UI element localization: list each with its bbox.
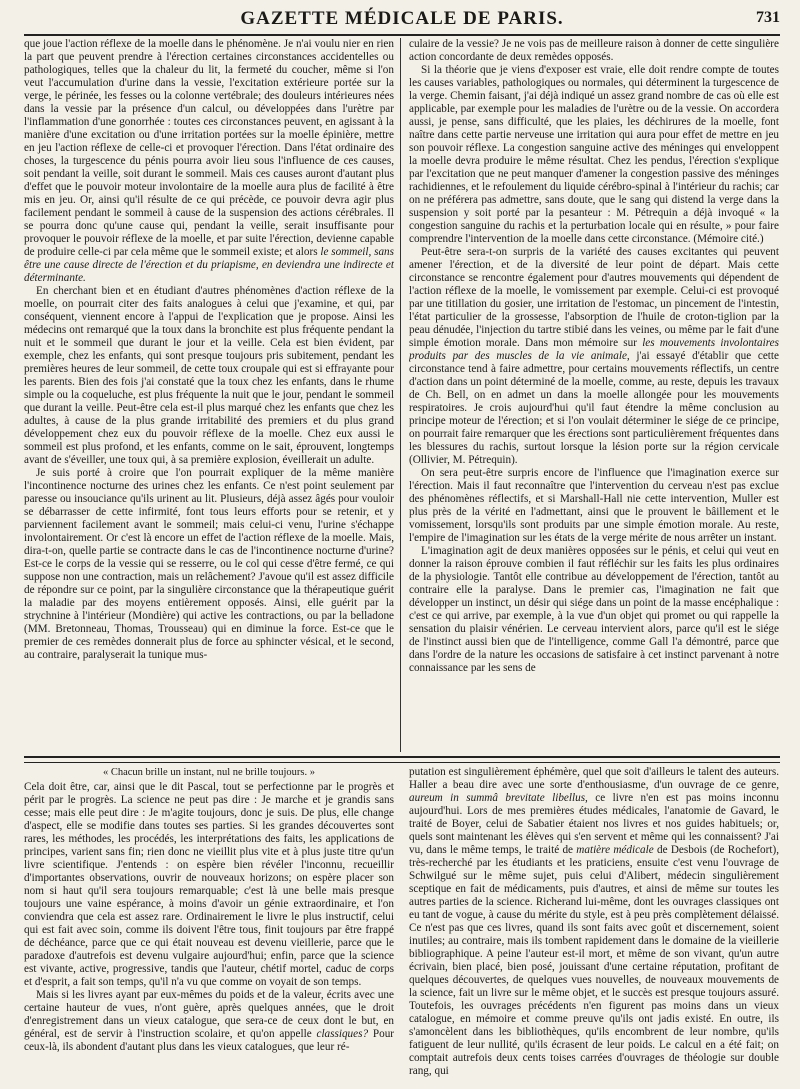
emphasis: aureum in summâ brevitate libellus, <box>409 792 588 804</box>
paragraph: Si la théorie que je viens d'exposer est vraie, elle doit rendre compte de toutes les causes variables, pathologiques ou normales, qui déterminent la turgescence de la verge. Chemin faisant, j'ai déjà indiqué un assez grand nombre de cas où elle est applicable, par exemple pour les maladies de l'urètre ou de la vessie. On accordera aussi, je pense, sans difficulté, que les plaies, les déchirures de la moelle, font naître dans cette partie nerveuse une irritation qui aura pour effet de mettre en jeu son pouvoir réflexe. La congestion sanguine active des méninges qui enveloppent la moelle devra produire le même résultat. Chez les pendus, l'érection s'explique par l'excitation que ne peut manquer d'amener la congestion passive des méninges rachidiennes, et le refoulement du liquide cérébro-spinal à l'intérieur du rachis; car on ne préférera pas admettre, sans doute, que le sang qui distend la verge dans la suspension y soit porté par la pesanteur : M. Pétrequin a déjà invoqué « la congestion sanguine du rachis et la perturbation locale qui en résulte, » pour faire comprendre l'intervention de la moelle dans cette circonstance. (Mémoire cité.) <box>409 64 779 245</box>
paragraph: Mais si les livres ayant par eux-mêmes du poids et de la valeur, écrits avec une certaine hauteur de vues, n'ont guère, après quelques années, que le droit d'enregistrement dans un vieux catalogue, que sera-ce de ceux dont le but, en général, est de servir à l'instruction scolaire, et qu'on appelle classiques? Pour ceux-là, ils abondent d'autant plus dans les vieux catalogues, que leur ré- <box>24 989 394 1053</box>
column-divider <box>400 38 401 752</box>
paragraph: L'imagination agit de deux manières opposées sur le pénis, et celui qui veut en donner la raison éprouve combien il faut réfléchir sur les faits les plus ordinaires de la physiologie. Tantôt elle contribue au développement de l'érection, tantôt au contraire elle la paralyse. Dans le premier cas, l'imagination ne fait que développer un instinct, un désir qui siége dans un point de la masse encéphalique : c'est ce qui arrive, par exemple, à la vue d'un objet qui promet ou qui rappelle la sensation du plaisir vénérien. Le cerveau intervient alors, parce qu'il est le siége de l'instinct aussi bien que de l'intelligence, comme Gall l'a démontré, parce que dans l'ordre de la nature les occasions de satisfaire à cet instinct parvenant à notre connaissance par les sens de <box>409 545 779 674</box>
journal-title: GAZETTE MÉDICALE DE PARIS. <box>240 8 564 29</box>
feuilleton-separator <box>24 756 780 763</box>
emphasis: classiques? <box>316 1028 369 1040</box>
motto: « Chacun brille un instant, nul ne brille toujours. » <box>102 767 315 778</box>
emphasis: les mouvements involontaires produits par des muscles de la vie animale, <box>409 337 779 362</box>
emphasis: le sommeil, sans être une cause directe de l'érection et du priapisme, en deviendra une indirecte et déterminante. <box>24 246 394 284</box>
emphasis: matière médicale <box>576 844 654 856</box>
paragraph: que joue l'action réflexe de la moelle dans le phénomène. Je n'ai voulu nier en rien la part que peuvent prendre à l'érection certaines circonstances accidentelles ou pathologiques, telles que la chaleur du lit, la fermeté du coucher, même si l'on veut l'accumulation d'urine dans la vessie, l'excitation extérieure portée sur la verge, le périnée, les fesses ou la colonne vertébrale; des douleurs intérieures nées dans la vessie par la présence d'un calcul, ou développées dans l'urètre par l'inflammation d'une gonorrhée : toutes ces circonstances peuvent, en agissant à la manière d'une excitation ou d'une irritation portées sur la moelle épinière, mettre en jeu l'action réflexe de celle-ci et provoquer l'érection. Dans l'état ordinaire des choses, la turgescence du pénis pourra avoir lieu sous l'influence de ces causes, soit pendant la veille, soit durant le sommeil. Mais ces causes auront d'autant plus d'effet que le pouvoir moteur involontaire de la moelle aura plus de facilité à être mis en jeu. Or, ainsi qu'il résulte de ce qui précède, ce pouvoir devra agir plus facilement pendant le sommeil à cause de la suspension des actions cérébrales. Il se pourra donc qu'une cause qui, pendant la veille, serait insuffisante pour provoquer le pouvoir réflexe de la moelle, et par suite l'érection, devienne capable de produire celle-ci par cela même que le sommeil existe; et alors le sommeil, sans être une cause directe de l'érection et du priapisme, en deviendra une indirecte et déterminante. <box>24 38 394 284</box>
feuilleton-left-column <box>24 766 394 1086</box>
page-header <box>24 6 780 36</box>
paragraph: culaire de la vessie? Je ne vois pas de meilleure raison à donner de cette singulière action concordante de deux remèdes opposés. <box>409 38 779 63</box>
paragraph: En cherchant bien et en étudiant d'autres phénomènes d'action réflexe de la moelle, on pourrait citer des faits analogues à celui que j'examine, et qui, par conséquent, viennent encore à l'appui de l'explication que je propose. Ainsi les médecins ont remarqué que la toux dans la bronchite est plus fréquente pendant la nuit et le sommeil que durant le jour et la veille. Cela est bien évident, par exemple, chez les enfants, qui sont presque toujours pris subitement, pendant les premières heures de leur sommeil, de cette toux croupale qui est si effrayante pour les parents. Bien des fois j'ai constaté que la toux chez les enfants, dans le rhume simple ou la coqueluche, est plus fréquente la nuit que le jour, pendant le sommeil que durant la veille. Peut-être cela est-il plus marqué chez les enfants que chez les adultes, à cause de la plus grande irritabilité des premiers et du plus grand développement chez eux du pouvoir réflexe de la moelle. Chez eux aussi le sommeil est plus profond, et les enfants, comme on le sait, éprouvent, longtemps avant de s'éveiller, une toux qui, à sa première explosion, éveillerait un adulte. <box>24 285 394 466</box>
article-left-column <box>24 38 394 752</box>
paragraph: Cela doit être, car, ainsi que le dit Pascal, tout se perfectionne par le progrès et périt par le progrès. La science ne peut pas dire : Je marche et je grandis sans cesse; mais elle peut dire : Je m'agite toujours, donc je suis. De plus, elle change d'aspect, elle se modifie dans toutes ses parties. Si les grandes découvertes sont rares, les méthodes, les procédés, les interprétations des faits, les applications de principes, varient sans fin; rien donc ne vieillit plus vite et à plus juste titre qu'un livre scientifique. J'entends : on espère bien révéler l'inconnu, recueillir d'importantes observations, ouvrir de nouveaux horizons; on espère placer son nom si haut qu'il sera toujours remarquable; c'est là une belle mais presque toujours une vaine espérance, à moins d'avoir un génie extraordinaire, et l'on conviendra que cela est assez rare. Ordinairement le livre le plus instructif, celui qui est fait avec soin, comme ils doivent l'être tous, finit toujours par être frappé de déchéance, parce que ce qui était nouveau est devenu vieillerie, parce que le paradoxe d'autrefois est devenu vulgaire aujourd'hui; enfin, parce que la science est vivante, active, progressive, tandis que l'auteur, chétif mortel, caduc de corps et d'esprit, a fait son temps, qu'il n'a vu que comme on voyait de son temps. <box>24 781 394 988</box>
article-right-column <box>409 38 779 752</box>
paragraph: On sera peut-être surpris encore de l'influence que l'imagination exerce sur l'érection. Mais il faut reconnaître que l'intervention du cerveau n'est pas exclue des phénomènes réflectifs, et si Marshall-Hall nie cette intervention, Muller est plus près de la vérité en l'admettant, ainsi que le prouvent le bâillement et le vomissement, lorsqu'ils sont produits par une simple émotion morale. Au reste, l'empire de l'imagination sur les états de la verge mérite de nous arrêter un instant. <box>409 467 779 544</box>
paragraph: Je suis porté à croire que l'on pourrait expliquer de la même manière l'incontinence nocturne des urines chez les enfants. Ce n'est point seulement par paresse ou insouciance qu'ils urinent au lit. Plusieurs, déjà assez âgés pour vouloir se débarrasser de cette infirmité, font tous leurs efforts pour se retenir, et y parviennent facilement avant le sommeil; mais celui-ci venu, l'urine s'échappe involontairement. Or c'est là encore un effet de l'action réflexe de la moelle. Mais, dira-t-on, quelle partie se contracte dans le cas de l'incontinence nocturne d'urine? Est-ce le corps de la vessie qui se resserre, ou le col qui cesse d'être fermé, ce qui suppose non une contraction, mais un relâchement? J'avoue qu'il est assez difficile de répondre sur ce point, par la singulière circonstance que la thérapeutique guérit la maladie par des moyens entièrement opposés. Ainsi, elle guérit par la strychnine à l'intérieur (Mondière) qui active les contractions, ou par la belladone (MM. Bretonneau, Thomas, Trousseau) qui en diminue la force. Est-ce que le premier de ces remèdes donnerait plus de force au sphincter vésical, et le second, au contraire, paralyserait la tunique mus- <box>24 467 394 661</box>
page-number: 731 <box>756 9 780 26</box>
paragraph: Peut-être sera-t-on surpris de la variété des causes excitantes qui peuvent amener l'érection, et de la diversité de leur point de départ. Mais cette circonstance se rencontre également pour d'autres mouvements qui dépendent de l'action réflexe de la moelle, le vomissement par exemple. Celui-ci est provoqué par une titillation du gosier, une irritation de l'estomac, un pincement de l'intestin, l'état particulier de la grossesse, l'absorption de l'huile de croton-tiglion par la peau dénudée, l'injection du tartre stibié dans les veines, ou même par le fait d'une simple émotion morale. Dans mon mémoire sur les mouvements involontaires produits par des muscles de la vie animale, j'ai essayé d'établir que cette circonstance tend à faire admettre, pour certains mouvements réflectifs, un centre d'action dans un point déterminé de la moelle, comme, au reste, depuis les travaux de Ch. Bell, on en admet un dans la moelle allongée pour les mouvements respiratoires. Je crois aujourd'hui qu'il faut étendre la même conclusion au principe moteur de l'érection; et si l'on voulait déterminer le siége de ce principe, on pourrait faire remarquer que les érections sont particulièrement fréquentes dans les blessures du rachis, surtout lorsque la lésion porte sur la région cervicale (Ollivier, M. Pétrequin). <box>409 246 779 466</box>
feuilleton-right-column <box>409 766 779 1086</box>
paragraph: putation est singulièrement éphémère, quel que soit d'ailleurs le talent des auteurs. Haller a beau dire avec une sorte d'enthousiasme, d'un ouvrage de ce genre, aureum in summâ brevitate libellus, ce livre n'en est pas moins inconnu aujourd'hui. Lors de mes premières études médicales, l'anatomie de Gavard, le traité de Boyer, celui de Sabatier étaient nos livres et nos guides habituels; or, quels sont maintenant les élèves qui s'en servent et même qui les connaissent? J'ai vu, dans le même temps, le traité de matière médicale de Desbois (de Rochefort), très-recherché par les étudiants et les praticiens, ensuite c'est venu l'ouvrage de Schwilgué sur le même sujet, puis celui d'Alibert, médecin singulièrement sceptique en fait de médicaments, puis d'autres, et ainsi de même sur toutes les autres parties de la science. Richerand lui-même, dont les ouvrages classiques ont eu tant de vogue, à cause du mérite du style, est à peu près complètement délaissé. Ce n'est pas que ces livres, quand ils sont faits avec goût et discernement, soient inutiles; au contraire, mais ils tombent rapidement dans le domaine de la vieillerie bibliographique. A peine l'auteur est-il mort, et même de son vivant, qu'un autre écrivain, bien placé, bien posé, jouissant d'une certaine réputation, profitant de quelques découvertes, de quelques vues nouvelles, de nouveaux mouvements de la science, fait un livre sur le même objet, et le succès est presque toujours assuré. Toutefois, les ouvrages précédents n'en figurent pas moins dans un vieux catalogue, en mémoire et comme preuve qu'ils ont jadis existé. En outre, ils s'amoncèlent dans les bibliothèques, qu'ils encombrent de leur nombre, qu'ils fatiguent de leur nullité, qu'ils écrasent de leur poids. Le calcul en a été fait; on comptait autrefois deux cents toises carrées d'ouvrages de théologie sur double rang, qui <box>409 766 779 1077</box>
